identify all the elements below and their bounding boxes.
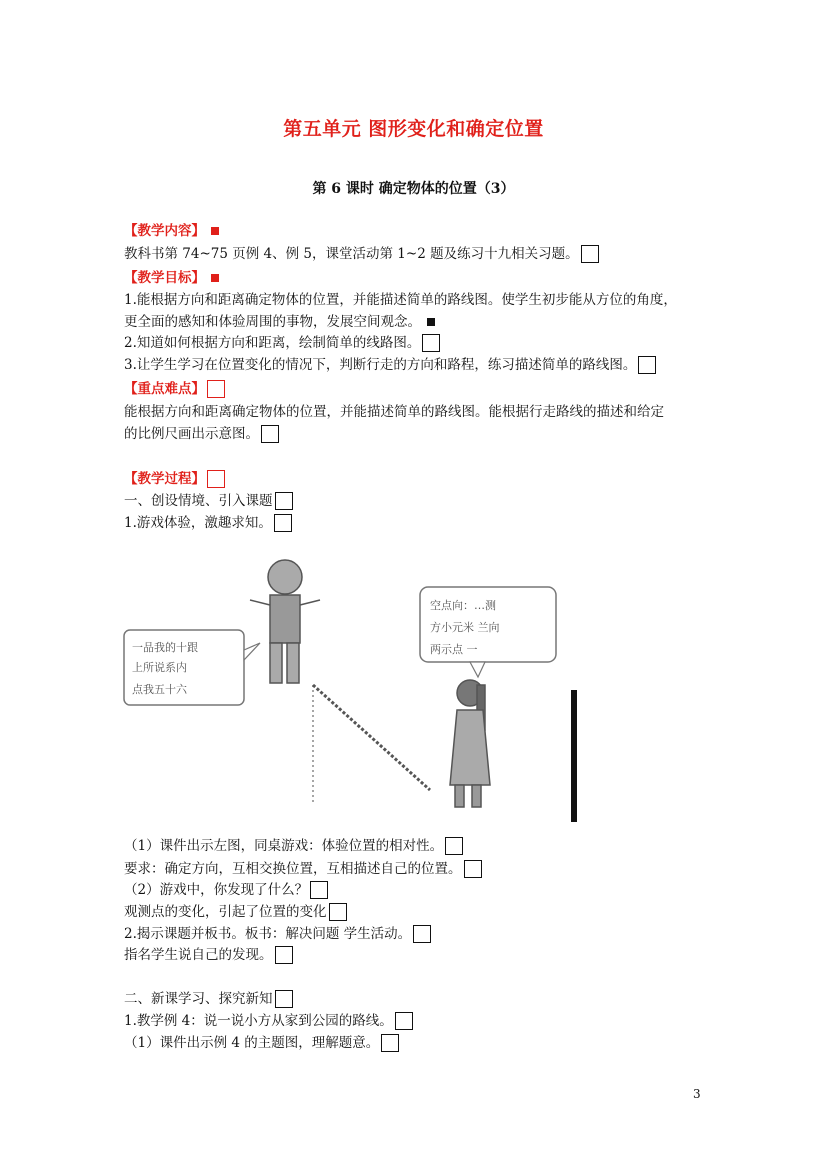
goal-heading: 【教学目标】 <box>124 269 219 287</box>
checkbox-icon[interactable] <box>395 1012 413 1030</box>
process-step-10: 1.教学例 4：说一说小方从家到公园的路线。 <box>124 1012 413 1030</box>
goal-2: 2.知道如何根据方向和距离，绘制简单的线路图。 <box>124 334 440 352</box>
checkbox-icon[interactable] <box>381 1034 399 1052</box>
checkbox-icon[interactable] <box>261 425 279 443</box>
key-text-a: 能根据方向和距离确定物体的位置，并能描述简单的路线图。能根据行走路线的描述和给定 <box>124 404 664 420</box>
content-text: 教科书第 74~75 页例 4、例 5，课堂活动第 1~2 题及练习十九相关习题。 <box>124 245 599 263</box>
goal-3: 3.让学生学习在位置变化的情况下，判断行走的方向和路程，练习描述简单的路线图。 <box>124 356 656 374</box>
checkbox-icon[interactable] <box>413 925 431 943</box>
page-title: 第五单元 图形变化和确定位置 <box>283 118 544 140</box>
checkbox-icon[interactable] <box>275 492 293 510</box>
bubble-right-line: 方小元米 兰向 <box>430 621 500 634</box>
process-step-5: （2）游戏中，你发现了什么？ <box>124 881 328 899</box>
process-heading: 【教学过程】 <box>124 470 225 488</box>
process-step-2: 1.游戏体验，激趣求知。 <box>124 514 292 532</box>
process-step-3: （1）课件出示左图，同桌游戏：体验位置的相对性。 <box>124 837 463 855</box>
bubble-right-line: 空点向：…测 <box>430 599 496 612</box>
page-number: 3 <box>693 1087 701 1101</box>
checkbox-icon[interactable] <box>310 881 328 899</box>
bubble-left-line: 点我五十六 <box>132 683 187 696</box>
checkbox-icon[interactable] <box>275 990 293 1008</box>
bullet-marker-icon <box>427 318 435 326</box>
checkbox-icon[interactable] <box>445 837 463 855</box>
checkbox-icon[interactable] <box>275 946 293 964</box>
bullet-marker-icon <box>211 227 219 235</box>
bubble-left-line: 上所说系内 <box>132 661 187 674</box>
checkbox-icon[interactable] <box>207 380 225 398</box>
lesson-subtitle: 第 6 课时 确定物体的位置（3） <box>312 181 515 197</box>
key-heading: 【重点难点】 <box>124 380 225 398</box>
bubble-left-line: 一品我的十跟 <box>132 641 198 654</box>
key-text-b: 的比例尺画出示意图。 <box>124 425 279 443</box>
checkbox-icon[interactable] <box>638 356 656 374</box>
checkbox-icon[interactable] <box>464 860 482 878</box>
girl-figure-icon <box>450 680 490 807</box>
goal-1a: 1.能根据方向和距离确定物体的位置，并能描述简单的路线图。使学生初步能从方位的角度， <box>124 292 677 308</box>
game-illustration <box>120 545 590 835</box>
checkbox-icon[interactable] <box>207 470 225 488</box>
checkbox-icon[interactable] <box>422 334 440 352</box>
bubble-right-line: 两示点 一 <box>430 643 478 656</box>
checkbox-icon[interactable] <box>581 245 599 263</box>
hatched-line <box>313 685 430 790</box>
bullet-marker-icon <box>211 274 219 282</box>
process-step-9: 二、新课学习、探究新知 <box>124 990 293 1008</box>
process-step-6: 观测点的变化，引起了位置的变化 <box>124 903 347 921</box>
process-step-8: 指名学生说自己的发现。 <box>124 946 293 964</box>
process-step-1: 一、创设情境、引入课题 <box>124 492 293 510</box>
checkbox-icon[interactable] <box>329 903 347 921</box>
content-heading: 【教学内容】 <box>124 222 219 240</box>
checkbox-icon[interactable] <box>274 514 292 532</box>
process-step-7: 2.揭示课题并板书。板书：解决问题 学生活动。 <box>124 925 431 943</box>
process-step-4: 要求：确定方向，互相交换位置，互相描述自己的位置。 <box>124 860 482 878</box>
process-step-11: （1）课件出示例 4 的主题图，理解题意。 <box>124 1034 399 1052</box>
vertical-bar <box>571 690 577 822</box>
goal-1b: 更全面的感知和体验周围的事物，发展空间观念。 <box>124 313 435 331</box>
boy-figure-icon <box>250 560 320 683</box>
